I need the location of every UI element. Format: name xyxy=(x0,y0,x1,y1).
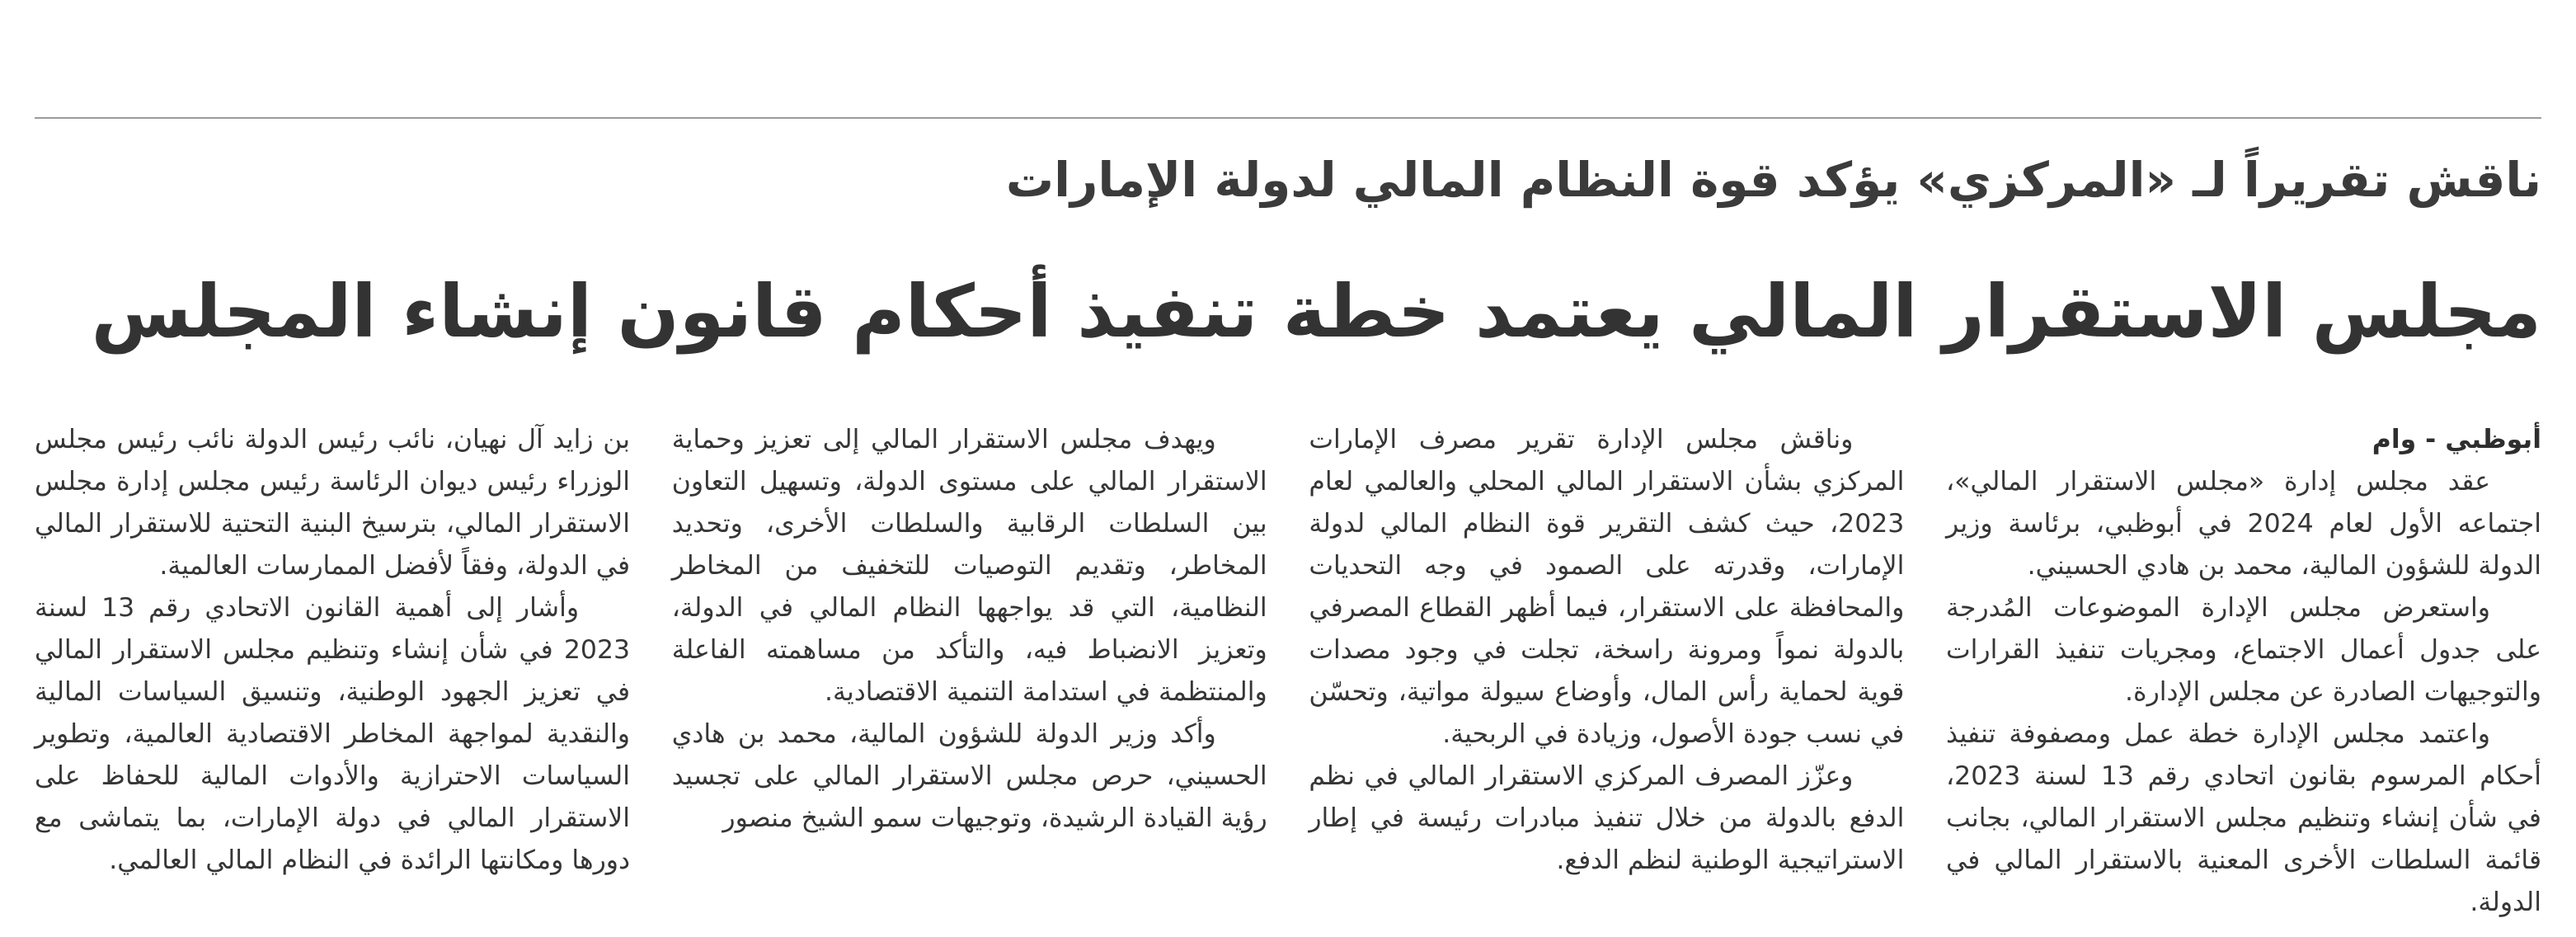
article-subtitle: ناقش تقريراً لـ «المركزي» يؤكد قوة النظام المالي لدولة الإمارات xyxy=(1005,152,2541,208)
paragraph: عقد مجلس إدارة «مجلس الاستقرار المالي»، اجتماعه الأول لعام 2024 في أبوظبي، برئاسة وزير الدولة للشؤون المالية، محمد بن هادي الحسيني. xyxy=(1946,467,2541,581)
dateline-city: أبوظبي xyxy=(2445,425,2541,454)
paragraph: وعزّز المصرف المركزي الاستقرار المالي في نظم الدفع بالدولة من خلال تنفيذ مبادرات رئيسة في إطار الاستراتيجية الوطنية لنظم الدفع. xyxy=(1309,761,1905,875)
article-column-3 xyxy=(672,419,1267,914)
article-headline: مجلس الاستقرار المالي يعتمد خطة تنفيذ أحكام قانون إنشاء المجلس xyxy=(91,269,2541,354)
paragraph: وأشار إلى أهمية القانون الاتحادي رقم 13 لسنة 2023 في شأن إنشاء وتنظيم مجلس الاستقرار المالي في تعزيز الجهود الوطنية، وتنسيق السياسات المالية والنقدية لمواجهة المخاطر الاقتصادية العالمية، وتطوير السياسات الاحترازية والأدوات المالية للحفاظ على الاستقرار المالي في دولة الإمارات، بما يتماشى مع دورها ومكانتها الرائدة في النظام المالي العالمي. xyxy=(35,593,631,875)
dateline xyxy=(1946,419,2541,461)
paragraph: ويهدف مجلس الاستقرار المالي إلى تعزيز وحماية الاستقرار المالي على مستوى الدولة، وتسهيل التعاون بين السلطات الرقابية والسلطات الأخرى، وتحديد المخاطر، وتقديم التوصيات للتخفيف من المخاطر النظامية، التي قد يواجهها النظام المالي في الدولة، وتعزيز الانضباط فيه، والتأكد من مساهمته الفاعلة والمنتظمة في استدامة التنمية الاقتصادية. xyxy=(671,425,1267,707)
paragraph: واعتمد مجلس الإدارة خطة عمل ومصفوفة تنفيذ أحكام المرسوم بقانون اتحادي رقم 13 لسنة 2023، في شأن إنشاء وتنظيم مجلس الاستقرار المالي، بجانب قائمة السلطات الأخرى المعنية بالاستقرار المالي في الدولة. xyxy=(1946,719,2541,917)
paragraph: وناقش مجلس الإدارة تقرير مصرف الإمارات المركزي بشأن الاستقرار المالي المحلي والعالمي لعام 2023، حيث كشف التقرير قوة النظام المالي لدولة الإمارات، وقدرته على الصمود في وجه التحديات والمحافظة على الاستقرار، فيما أظهر القطاع المصرفي بالدولة نمواً ومرونة راسخة، تجلت في وجود مصدات قوية لحماية رأس المال، وأوضاع سيولة مواتية، وتحسّن في نسب جودة الأصول، وزيادة في الربحية. xyxy=(1309,425,1905,749)
paragraph: واستعرض مجلس الإدارة الموضوعات المُدرجة على جدول أعمال الاجتماع، ومجريات تنفيذ القرارات والتوجيهات الصادرة عن مجلس الإدارة. xyxy=(1946,593,2541,707)
article-column-4 xyxy=(35,419,630,914)
paragraph: وأكد وزير الدولة للشؤون المالية، محمد بن هادي الحسيني، حرص مجلس الاستقرار المالي على تجسيد رؤية القيادة الرشيدة، وتوجيهات سمو الشيخ منصور xyxy=(671,719,1267,833)
paragraph: بن زايد آل نهيان، نائب رئيس الدولة نائب رئيس مجلس الوزراء رئيس ديوان الرئاسة رئيس مجلس إدارة مجلس الاستقرار المالي، بترسيخ البنية التحتية للاستقرار المالي في الدولة، وفقاً لأفضل الممارسات العالمية. xyxy=(35,425,631,581)
article-column-2 xyxy=(1309,419,1904,914)
top-divider xyxy=(35,117,2541,119)
article-body xyxy=(35,419,2541,917)
article-column-1 xyxy=(1946,419,2541,917)
dateline-source: وام xyxy=(2372,425,2417,454)
dateline-separator: - xyxy=(2416,425,2446,454)
